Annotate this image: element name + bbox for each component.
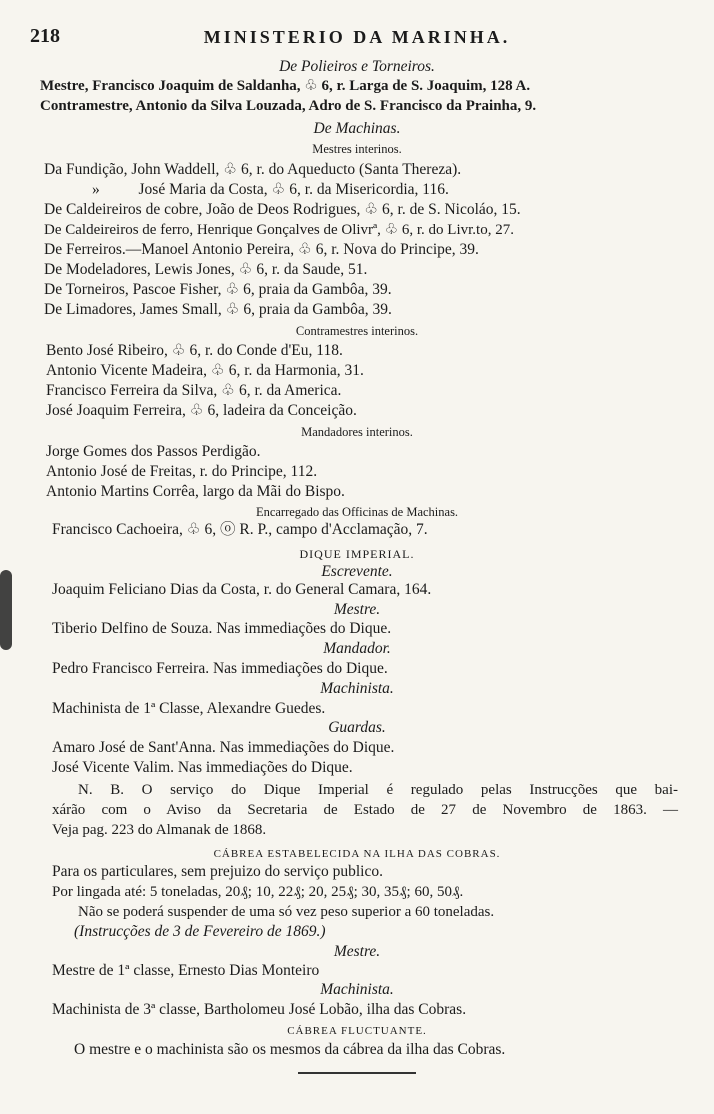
page-title: MINISTERIO DA MARINHA. (203, 27, 511, 47)
list-item: De Caldeireiros de ferro, Henrique Gonçalves de Olivrª, ♧ 6, r. do Livr.to, 27. (44, 222, 514, 238)
list-item: Antonio José de Freitas, r. do Principe, 112. (46, 463, 318, 480)
list-item: José Joaquim Ferreira, ♧ 6, ladeira da Conceição. (46, 402, 357, 419)
list-item: De Caldeireiros de cobre, João de Deos Rodrigues, ♧ 6, r. de S. Nicoláo, 15. (44, 201, 521, 218)
cabrea-machinista-heading: Machinista. (320, 981, 394, 998)
dique-guardas-heading: Guardas. (328, 719, 386, 736)
list-item: Bento José Ribeiro, ♧ 6, r. do Conde d'Eu, 118. (46, 342, 343, 359)
list-item: De Ferreiros.—Manoel Antonio Pereira, ♧ 6, r. Nova do Principe, 39. (44, 241, 479, 258)
section-heading-polieiros: De Polieiros e Torneiros. (279, 58, 435, 75)
encarregado-heading: Encarregado das Officinas de Machinas. (255, 505, 459, 519)
nota-bene-line: N. B. O serviço do Dique Imperial é regulado pelas Instrucções que bai- (78, 782, 678, 798)
list-item: Antonio Vicente Madeira, ♧ 6, r. da Harmonia, 31. (46, 362, 364, 379)
cabrea-fluctuante-heading: CÁBREA FLUCTUANTE. (287, 1025, 427, 1037)
list-item: José Vicente Valim. Nas immediações do Dique. (52, 759, 353, 776)
nota-bene-line: Veja pag. 223 do Almanak de 1868. (52, 822, 267, 838)
dique-mestre: Tiberio Delfino de Souza. Nas immediações do Dique. (52, 620, 392, 637)
polieiros-mestre: Mestre, Francisco Joaquim de Saldanha, ♧ 6, r. Larga de S. Joaquim, 128 A. (40, 78, 531, 94)
list-item: De Modeladores, Lewis Jones, ♧ 6, r. da Saude, 51. (44, 261, 368, 278)
mandadores-interinos-heading: Mandadores interinos. (301, 425, 413, 439)
cabrea-line: Para os particulares, sem prejuizo do serviço publico. (52, 863, 383, 880)
end-rule (298, 1072, 416, 1074)
dique-escrevente: Joaquim Feliciano Dias da Costa, r. do General Camara, 164. (52, 581, 432, 598)
polieiros-contramestre: Contramestre, Antonio da Silva Louzada, Adro de S. Francisco da Prainha, 9. (40, 98, 537, 114)
cabrea-line: (Instrucções de 3 de Fevereiro de 1869.) (74, 923, 326, 940)
list-item: Antonio Martins Corrêa, largo da Mãi do Bispo. (46, 483, 345, 500)
cabrea-tarifa: Por lingada até: 5 toneladas, 20₰; 10, 22₰; 20, 25₰; 30, 35₰; 60, 50₰. (52, 884, 464, 900)
cabrea-machinista: Machinista de 3ª classe, Bartholomeu José Lobão, ilha das Cobras. (52, 1001, 467, 1018)
dique-mandador-heading: Mandador. (323, 640, 391, 657)
list-item: » José Maria da Costa, ♧ 6, r. da Misericordia, 116. (92, 181, 449, 198)
cabrea-mestre: Mestre de 1ª classe, Ernesto Dias Monteiro (52, 962, 320, 979)
list-item: Amaro José de Sant'Anna. Nas immediações do Dique. (52, 739, 395, 756)
dique-mestre-heading: Mestre. (333, 601, 381, 618)
nota-bene-line: xárão com o Aviso da Secretaria de Estado de 27 de Novembro de 1863. — (52, 802, 678, 818)
cabrea-line: Não se poderá suspender de uma só vez peso superior a 60 toneladas. (78, 904, 495, 920)
escrevente-heading: Escrevente. (321, 563, 393, 580)
cabrea-mestre-heading: Mestre. (333, 943, 381, 960)
list-item: Da Fundição, John Waddell, ♧ 6, r. do Aqueducto (Santa Thereza). (44, 161, 462, 178)
mestres-interinos-heading: Mestres interinos. (312, 142, 402, 156)
dique-mandador: Pedro Francisco Ferreira. Nas immediações do Dique. (52, 660, 388, 677)
list-item: Francisco Ferreira da Silva, ♧ 6, r. da America. (46, 382, 342, 399)
cabrea-ilha-heading: CÁBREA ESTABELECIDA NA ILHA DAS COBRAS. (213, 848, 501, 860)
list-item: De Torneiros, Pascoe Fisher, ♧ 6, praia da Gambôa, 39. (44, 281, 392, 298)
contramestres-interinos-heading: Contramestres interinos. (295, 324, 419, 338)
list-item: De Limadores, James Small, ♧ 6, praia da Gambôa, 39. (44, 301, 392, 318)
dique-heading: DIQUE IMPERIAL. (299, 547, 415, 561)
page-number: 218 (30, 25, 60, 47)
cabrea-fluctuante-text: O mestre e o machinista são os mesmos da cábrea da ilha das Cobras. (74, 1041, 506, 1058)
list-item: Francisco Cachoeira, ♧ 6, ⓞ R. P., campo d'Acclamação, 7. (52, 521, 428, 538)
dique-machinista: Machinista de 1ª Classe, Alexandre Guedes. (52, 700, 326, 717)
dique-machinista-heading: Machinista. (320, 680, 394, 697)
section-heading-machinas: De Machinas. (313, 120, 401, 137)
list-item: Jorge Gomes dos Passos Perdigão. (46, 443, 261, 460)
